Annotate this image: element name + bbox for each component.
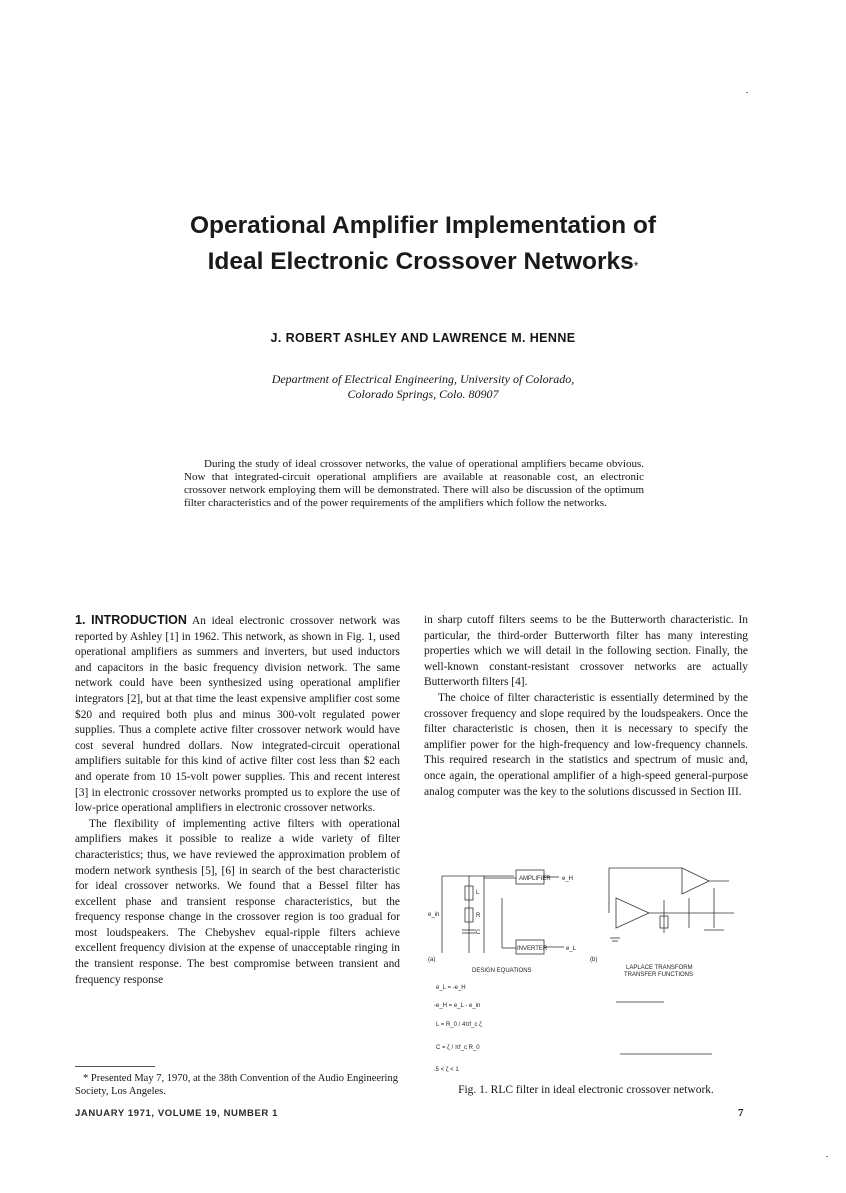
footnote-rule	[75, 1066, 155, 1067]
design-equation-5: .5 < ζ < 1	[434, 1067, 459, 1073]
affiliation	[60, 372, 786, 402]
title-line-1: Operational Amplifier Implementation of	[189, 212, 656, 239]
figure-eh: e_H	[562, 876, 574, 882]
figure-inverter-label: INVERTER	[517, 946, 548, 952]
figure-label-a: (a)	[428, 957, 436, 963]
intro-paragraph-1	[75, 613, 400, 817]
intro-paragraph-2: The flexibility of implementing active filters with operational amplifiers makes it possible to realize a wide variety of filter characteristics; thus, we have reviewed the approximation problem of modern network synthesis [5], [6] in search of the best characteristic for ideal crossover networks. We found that a Bessel filter has excellent phase and transient response characteristics, but the frequency response change in the crossover region is too gradual for most loudspeakers. The Chebyshev equal-ripple filters achieve excellent frequency division at the expense of unacceptable ringing in the transient response. The best compromise between transient and frequency response	[75, 817, 400, 986]
title-line-2: Ideal Electronic Crossover Networks*	[207, 248, 639, 275]
figure-label-b: (b)	[590, 957, 598, 963]
right-paragraph-2: The choice of filter characteristic is essentially determined by the crossover frequency and slope required by the loudspeakers. Once the filter characteristic is chosen, then it is necessary to specify the amplifier power for the high-frequency and low-frequency channels. This required research in the statistics and spectrum of music and, once again, the operational amplifier of a high-speed general-purpose analog computer was the key to the solutions discussed in Section III.	[424, 691, 748, 798]
paper-title	[60, 208, 786, 280]
design-equations-heading: DESIGN EQUATIONS	[472, 968, 532, 974]
running-footer: JANUARY 1971, VOLUME 19, NUMBER 1	[75, 1108, 278, 1119]
scan-speck	[746, 92, 748, 93]
right-column	[424, 613, 748, 800]
figure-amplifier-label: AMPLIFIER	[519, 876, 551, 882]
right-paragraph-1: in sharp cutoff filters seems to be the Butterworth characteristic. In particular, the third-order Butterworth filter has many interesting properties which we will detail in the following section. Finally, the well-known constant-resistant crossover networks are actually Butterworth filters [4].	[424, 614, 748, 689]
section-number: 1.	[75, 613, 86, 627]
intro-paragraph-1-text: An ideal electronic crossover network was reported by Ashley [1] in 1962. This network, as shown in Fig. 1, used operational amplifiers as summers and inverters, but used inductors and capacitors in the basic frequency division network. The same network could have been synthesized using operational amplifier integrators [2], but at that time the least expensive amplifier cost some $20 and required both plus and minus 300-volt regulated power supplies. Thus a complete active filter crossover network would have cost several hundred dollars. Now integrated-circuit operational amplifiers suitable for this kind of active filter cost less than $2 each and operate from 10 15-volt power supplies. This and recent interest [3] in electronic crossover networks prompted us to explore the use of low-price operational amplifiers in electronic crossover networks.	[75, 615, 400, 815]
figure-node-c: C	[476, 930, 481, 936]
laplace-heading: LAPLACE TRANSFORM	[626, 965, 693, 971]
design-equation-2: -e_H = e_L - e_in	[434, 1003, 481, 1009]
scan-speck	[826, 1156, 828, 1157]
affiliation-line-2: Colorado Springs, Colo. 80907	[347, 387, 499, 401]
footnote: * Presented May 7, 1970, at the 38th Convention of the Audio Engineering Society, Los Angeles.	[75, 1073, 398, 1097]
authors: J. ROBERT ASHLEY AND LAWRENCE M. HENNE	[270, 331, 576, 345]
figure-el: e_L	[566, 946, 577, 952]
abstract: During the study of ideal crossover networks, the value of operational amplifiers became obvious. Now that integrated-circuit operational amplifiers are available at reasonable cost, an electronic crossover network employing them will be demonstrated. There will also be discussion of the optimum filter characteristics and of the power requirements of the amplifiers which follow the networks.	[184, 458, 644, 509]
title-footnote-marker: *	[633, 259, 639, 273]
figure-caption: Fig. 1. RLC filter in ideal electronic crossover network.	[458, 1084, 714, 1096]
affiliation-line-1: Department of Electrical Engineering, University of Colorado,	[271, 372, 575, 386]
design-equation-3: L = R_0 / 4πf_c ζ	[436, 1022, 482, 1028]
left-column	[75, 613, 400, 988]
figure-node-l: L	[476, 890, 480, 896]
section-heading: INTRODUCTION	[91, 613, 187, 627]
transfer-functions-heading: TRANSFER FUNCTIONS	[624, 972, 693, 978]
figure-1-circuit	[424, 858, 754, 1083]
figure-ein: e_in	[428, 912, 440, 918]
design-equation-4: C = ζ / πf_c R_0	[436, 1045, 480, 1051]
page-number: 7	[738, 1107, 744, 1119]
figure-node-r: R	[476, 913, 481, 919]
design-equation-1: e_L = -e_H	[436, 985, 466, 991]
